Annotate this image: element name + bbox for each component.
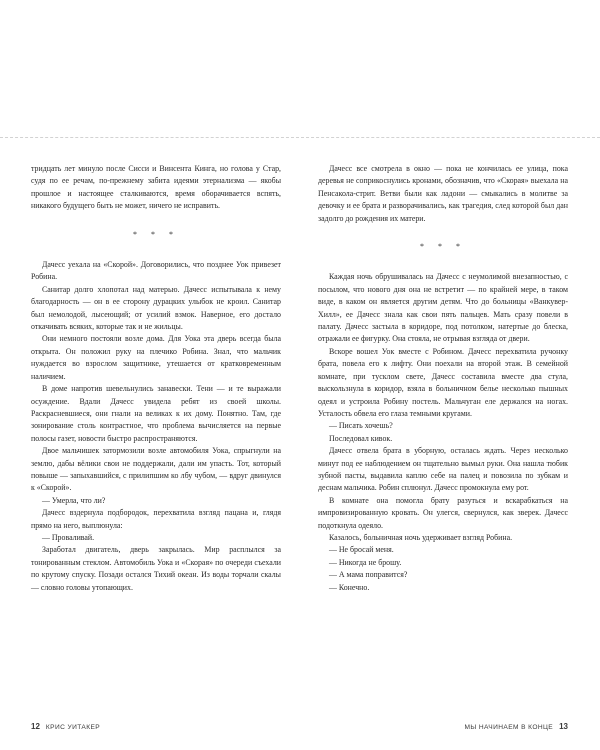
left-dialog-line: — Проваливай. (42, 532, 95, 542)
section-break: * * * (420, 242, 466, 252)
right-dialog-line: — А мама поправится? (329, 570, 408, 580)
section-break: * * * (133, 229, 179, 239)
right-dialog-line: — Писать хочешь? (329, 421, 393, 431)
right-paragraph: Каждая ночь обрушивалась на Дачесс с неумолимой внезапностью, с посылом, что нового дня она не встретит — по крайней мере, в таком виде, в каком он является другим детям. Что до больницы «Ванкувер-Хилл», ее Дачесс знала как свои пять пальцев. Мать сразу повели в палату. Дачесс застыла в коридоре, под потолком, натертые до блеска, отражали ее фигурку. Она стояла, не отрывая взгляда от двери. (318, 272, 568, 344)
left-paragraph: Дачесс уехала на «Скорой». Договорились, что позднее Уок привезет Робина. (31, 260, 281, 282)
left-dialog-line: — Умерла, что ли? (42, 495, 106, 505)
left-dialog-line: Заработал двигатель, дверь закрылась. Мир расплылся за тонированным стеклом. Автомобиль Уока и «Скорая» по очереди съехали по крутому спуску. Позади остался Тихий океан. Из воды торчали скалы — словно головы утопающих. (31, 545, 281, 592)
right-dialog-line: — Конечно. (329, 582, 370, 592)
left-paragraph: Они немного постояли возле дома. Для Уока эта дверь всегда была открыта. Он положил руку на плечико Робина. Знал, что мальчик нуждается во взрослом защитнике, утешается от кратковременным наличием. (31, 334, 281, 381)
right-dialog-line: В комнате она помогла брату разуться и вскарабкаться на импровизированную кровать. Он улегся, свернулся, как зверек. Дачесс подоткнула одеяло. (318, 495, 568, 530)
left-dialog-line: Дачесс вздернула подбородок, перехватила взгляд пацана и, глядя прямо на него, выплюнула: (31, 508, 281, 530)
right-dialog-line: — Не бросай меня. (329, 545, 394, 555)
right-dialog-line: Казалось, больничная ночь удерживает взгляд Робина. (329, 532, 513, 542)
left-paragraph: тридцать лет минуло после Сисси и Винсента Кинга, но голова у Стар, судя по ее речам, по-прежнему забита идеями этернализма — якобы прошлое и настоящее сталкиваются, время оборачивается вспять, никакого будущего быть не может, ничего не исправить. (31, 164, 281, 211)
left-footer (31, 722, 100, 731)
left-running-head: КРИС УИТАКЕР (45, 724, 101, 731)
left-page-number: 12 (31, 722, 40, 731)
right-dialog-line: Дачесс отвела брата в уборную, осталась ждать. Через несколько минут под ее наблюдением он тщательно вымыл руки. Она нашла тюбик зубной пасты, выдавила каплю себе на палец и повозила по зубкам и деснам мальчика. Робин сплюнул. Дачесс промокнула ему рот. (318, 446, 568, 493)
left-paragraph: Двое мальчишек затормозили возле автомобиля Уока, спрыгнули на землю, дабы вёлики свои не поддержали, дали им упасть. Тот, который повыше — запыхавшийся, с прилипшим ко лбу чубом, — вдруг двинулся к «Скорой». (31, 446, 281, 493)
right-paragraph: Вскоре вошел Уок вместе с Робином. Дачесс перехватила ручонку брата, повела его к лифту. Они поехали на второй этаж. В семейной комнате, при тусклом свете, Дачесс составила вместе два стула, выскользнула в коридор, взяла в больничном белье несколько пышных одеял и устроила Робину постель. Мальчуган еле держался на ногах. Усталость обвела его глаза темными кругами. (318, 346, 568, 418)
right-page-number: 13 (559, 722, 568, 731)
right-paragraph: Дачесс все смотрела в окно — пока не кончилась ее улица, пока деревья не соприкоснулись кронами, обозначив, что «Скорая» выехала на Пенсакола-стрит. Ветви были как ладони — смыкались в молитве за девочку и ее брата и разворачивались, как трагедия, след которой был дан задолго до рождения их матери. (318, 164, 568, 223)
right-dialog-line: Последовал кивок. (329, 433, 393, 443)
scan-top-divider (0, 137, 600, 138)
right-page (318, 163, 568, 594)
right-footer (465, 722, 569, 731)
left-paragraph: В доме напротив шевельнулись занавески. Тени — и те выражали осуждение. Вдали Дачесс увидела ребят из своей школы. Раскрасневшиеся, они гнали на великах к их дому. Понятно. Там, где зонирование столь контрастное, что проблема вычисляется на первые полосы газет, новости быстро распространяются. (31, 384, 281, 443)
right-dialog-line: — Никогда не брошу. (329, 557, 402, 567)
left-page (31, 163, 281, 594)
left-paragraph: Санитар долго хлопотал над матерью. Дачесс испытывала к нему благодарность — он в ее сторону дурацких улыбок не кроил. Санитар был немолодой, лысеющий; от усилий взмок. Наверное, его достало откачивать всяких, которые так и не жильцы. (31, 284, 281, 332)
right-running-head: МЫ НАЧИНАЕМ В КОНЦЕ (464, 724, 554, 731)
